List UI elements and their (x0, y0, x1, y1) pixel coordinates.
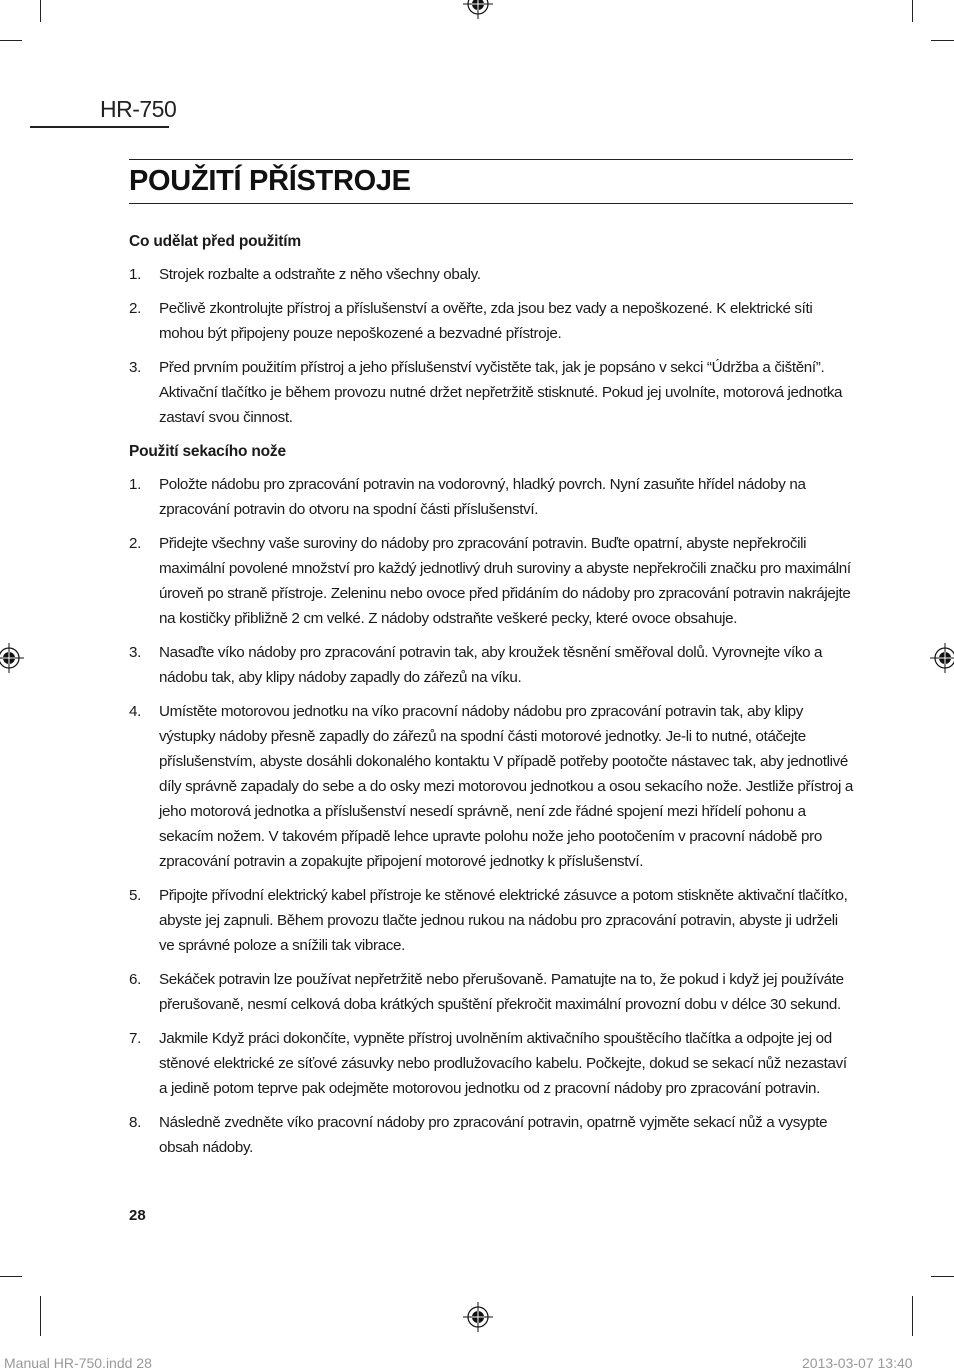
crop-mark (0, 1276, 22, 1277)
registration-mark-icon (463, 0, 493, 19)
list-item (129, 967, 855, 1017)
item-number: 3. (129, 644, 141, 661)
crop-mark (931, 1276, 954, 1277)
crop-mark (40, 0, 41, 22)
main-content (129, 229, 855, 1169)
item-number: 2. (129, 535, 141, 552)
item-number: 8. (129, 1114, 141, 1131)
crop-mark (0, 40, 22, 41)
instruction-list-chopping-blade (129, 472, 855, 1160)
item-text: Nasaďte víko nádoby pro zpracování potravin tak, aby kroužek těsnění směřoval dolů. Vyrovnejte víko a nádobu tak, aby klipy nádoby zapadly do zářezů na víku. (159, 644, 823, 686)
item-text: Před prvním použitím přístroj a jeho příslušenství vyčistěte tak, jak je popsáno v sekci “Údržba a čištění”. Aktivační tlačítko je během provozu nutné držet nepřetržitě stisknuté. Pokud jej uvolníte, motorová jednotka zastaví svou činnost. (159, 359, 843, 426)
section-heading-chopping-blade: Použití sekacího nože (129, 443, 286, 460)
item-number: 5. (129, 887, 141, 904)
model-name: HR-750 (100, 96, 177, 122)
list-item (129, 883, 855, 958)
print-slug-filename: Manual HR-750.indd 28 (4, 1355, 152, 1371)
item-text: Sekáček potravin lze používat nepřetržitě nebo přerušovaně. Pamatujte na to, že pokud i když jej používáte přerušovaně, nesmí celková doba krátkých spuštění překročit maximální provozní dobu v délce 30 sekund. (159, 971, 844, 1013)
item-text: Jakmile Když práci dokončíte, vypněte přístroj uvolněním aktivačního spouštěcího tlačítka a odpojte jej od stěnové elektrické ze síťové zásuvky nebo prodlužovacího kabelu. Počkejte, dokud se sekací nůž nezastaví a jedině potom teprve pak odejměte motorovou jednotku od z pracovní nádoby pro zpracování potravin. (159, 1030, 847, 1097)
item-text: Položte nádobu pro zpracování potravin na vodorovný, hladký povrch. Nyní zasuňte hřídel nádoby na zpracování potravin do otvoru na spodní části příslušenství. (159, 476, 806, 518)
registration-mark-icon (930, 643, 954, 673)
list-item (129, 1110, 855, 1160)
crop-mark (40, 1296, 41, 1336)
item-number: 6. (129, 971, 141, 988)
list-item (129, 640, 855, 690)
list-item (129, 262, 855, 287)
item-text: Umístěte motorovou jednotku na víko pracovní nádoby nádobu pro zpracování potravin tak, aby klipy výstupky nádoby přesně zapadly do zářezů na spodní části motorové jednotky. Je-li to nutné, otáčejte příslušenstvím, abyste dosáhli dokonalého kontaktu V případě potřeby pootočte nástavec tak, aby jednotlivé díly správně zapadaly do sebe a do osky mezi motorovou jednotkou a osou sekacího nože. Jestliže přístroj a jeho motorová jednotka a příslušenství nesedí správně, není zde řádné spojení mezi hřídelí pohonu a sekacím nožem. V takovém případě lehce upravte polohu nože jeho pootočením v pracovní nádobě pro zpracování potravin a zopakujte připojení motorové jednotky k příslušenství. (159, 703, 853, 870)
list-item (129, 355, 855, 430)
item-text: Strojek rozbalte a odstraňte z něho všechny obaly. (159, 266, 481, 283)
crop-mark (912, 1296, 913, 1336)
crop-mark (912, 0, 913, 22)
item-text: Přidejte všechny vaše suroviny do nádoby pro zpracování potravin. Buďte opatrní, abyste nepřekročili maximální povolené množství pro každý jednotlivý druh suroviny a abyste nepřekročili značku pro maximální úroveň po straně přístroje. Zeleninu nebo ovoce před přidáním do nádoby pro zpracování potravin nakrájejte na kostičky přibližně 2 cm velké. Z nádoby odstraňte veškeré pecky, které ovoce obsahuje. (159, 535, 851, 627)
list-item (129, 1026, 855, 1101)
section-heading-before-use: Co udělat před použitím (129, 233, 301, 250)
list-item (129, 296, 855, 346)
page-number: 28 (129, 1207, 146, 1224)
item-number: 4. (129, 703, 141, 720)
crop-mark (931, 40, 954, 41)
model-underline (30, 126, 169, 128)
page-title: POUŽITÍ PŘÍSTROJE (129, 165, 411, 197)
item-number: 2. (129, 300, 141, 317)
registration-mark-icon (463, 1302, 493, 1332)
item-number: 7. (129, 1030, 141, 1047)
list-item (129, 472, 855, 522)
item-number: 1. (129, 476, 141, 493)
item-text: Následně zvedněte víko pracovní nádoby pro zpracování potravin, opatrně vyjměte sekací nůž a vysypte obsah nádoby. (159, 1114, 828, 1156)
print-slug-timestamp: 2013-03-07 13:40 (802, 1355, 913, 1371)
item-text: Připojte přívodní elektrický kabel přístroje ke stěnové elektrické zásuvce a potom stiskněte aktivační tlačítko, abyste jej zapnuli. Během provozu tlačte jednou rukou na nádobu pro zpracování potravin, abyste ji udrželi ve správné poloze a snížili tak vibrace. (159, 887, 848, 954)
registration-mark-icon (0, 643, 24, 673)
item-number: 1. (129, 266, 141, 283)
item-number: 3. (129, 359, 141, 376)
list-item (129, 531, 855, 631)
title-rule-top (129, 159, 853, 160)
list-item (129, 699, 855, 874)
title-rule-bottom (129, 203, 853, 204)
instruction-list-before-use (129, 262, 855, 430)
item-text: Pečlivě zkontrolujte přístroj a příslušenství a ověřte, zda jsou bez vady a nepoškozené. K elektrické síti mohou být připojeny pouze nepoškozené a bezvadné přístroje. (159, 300, 813, 342)
